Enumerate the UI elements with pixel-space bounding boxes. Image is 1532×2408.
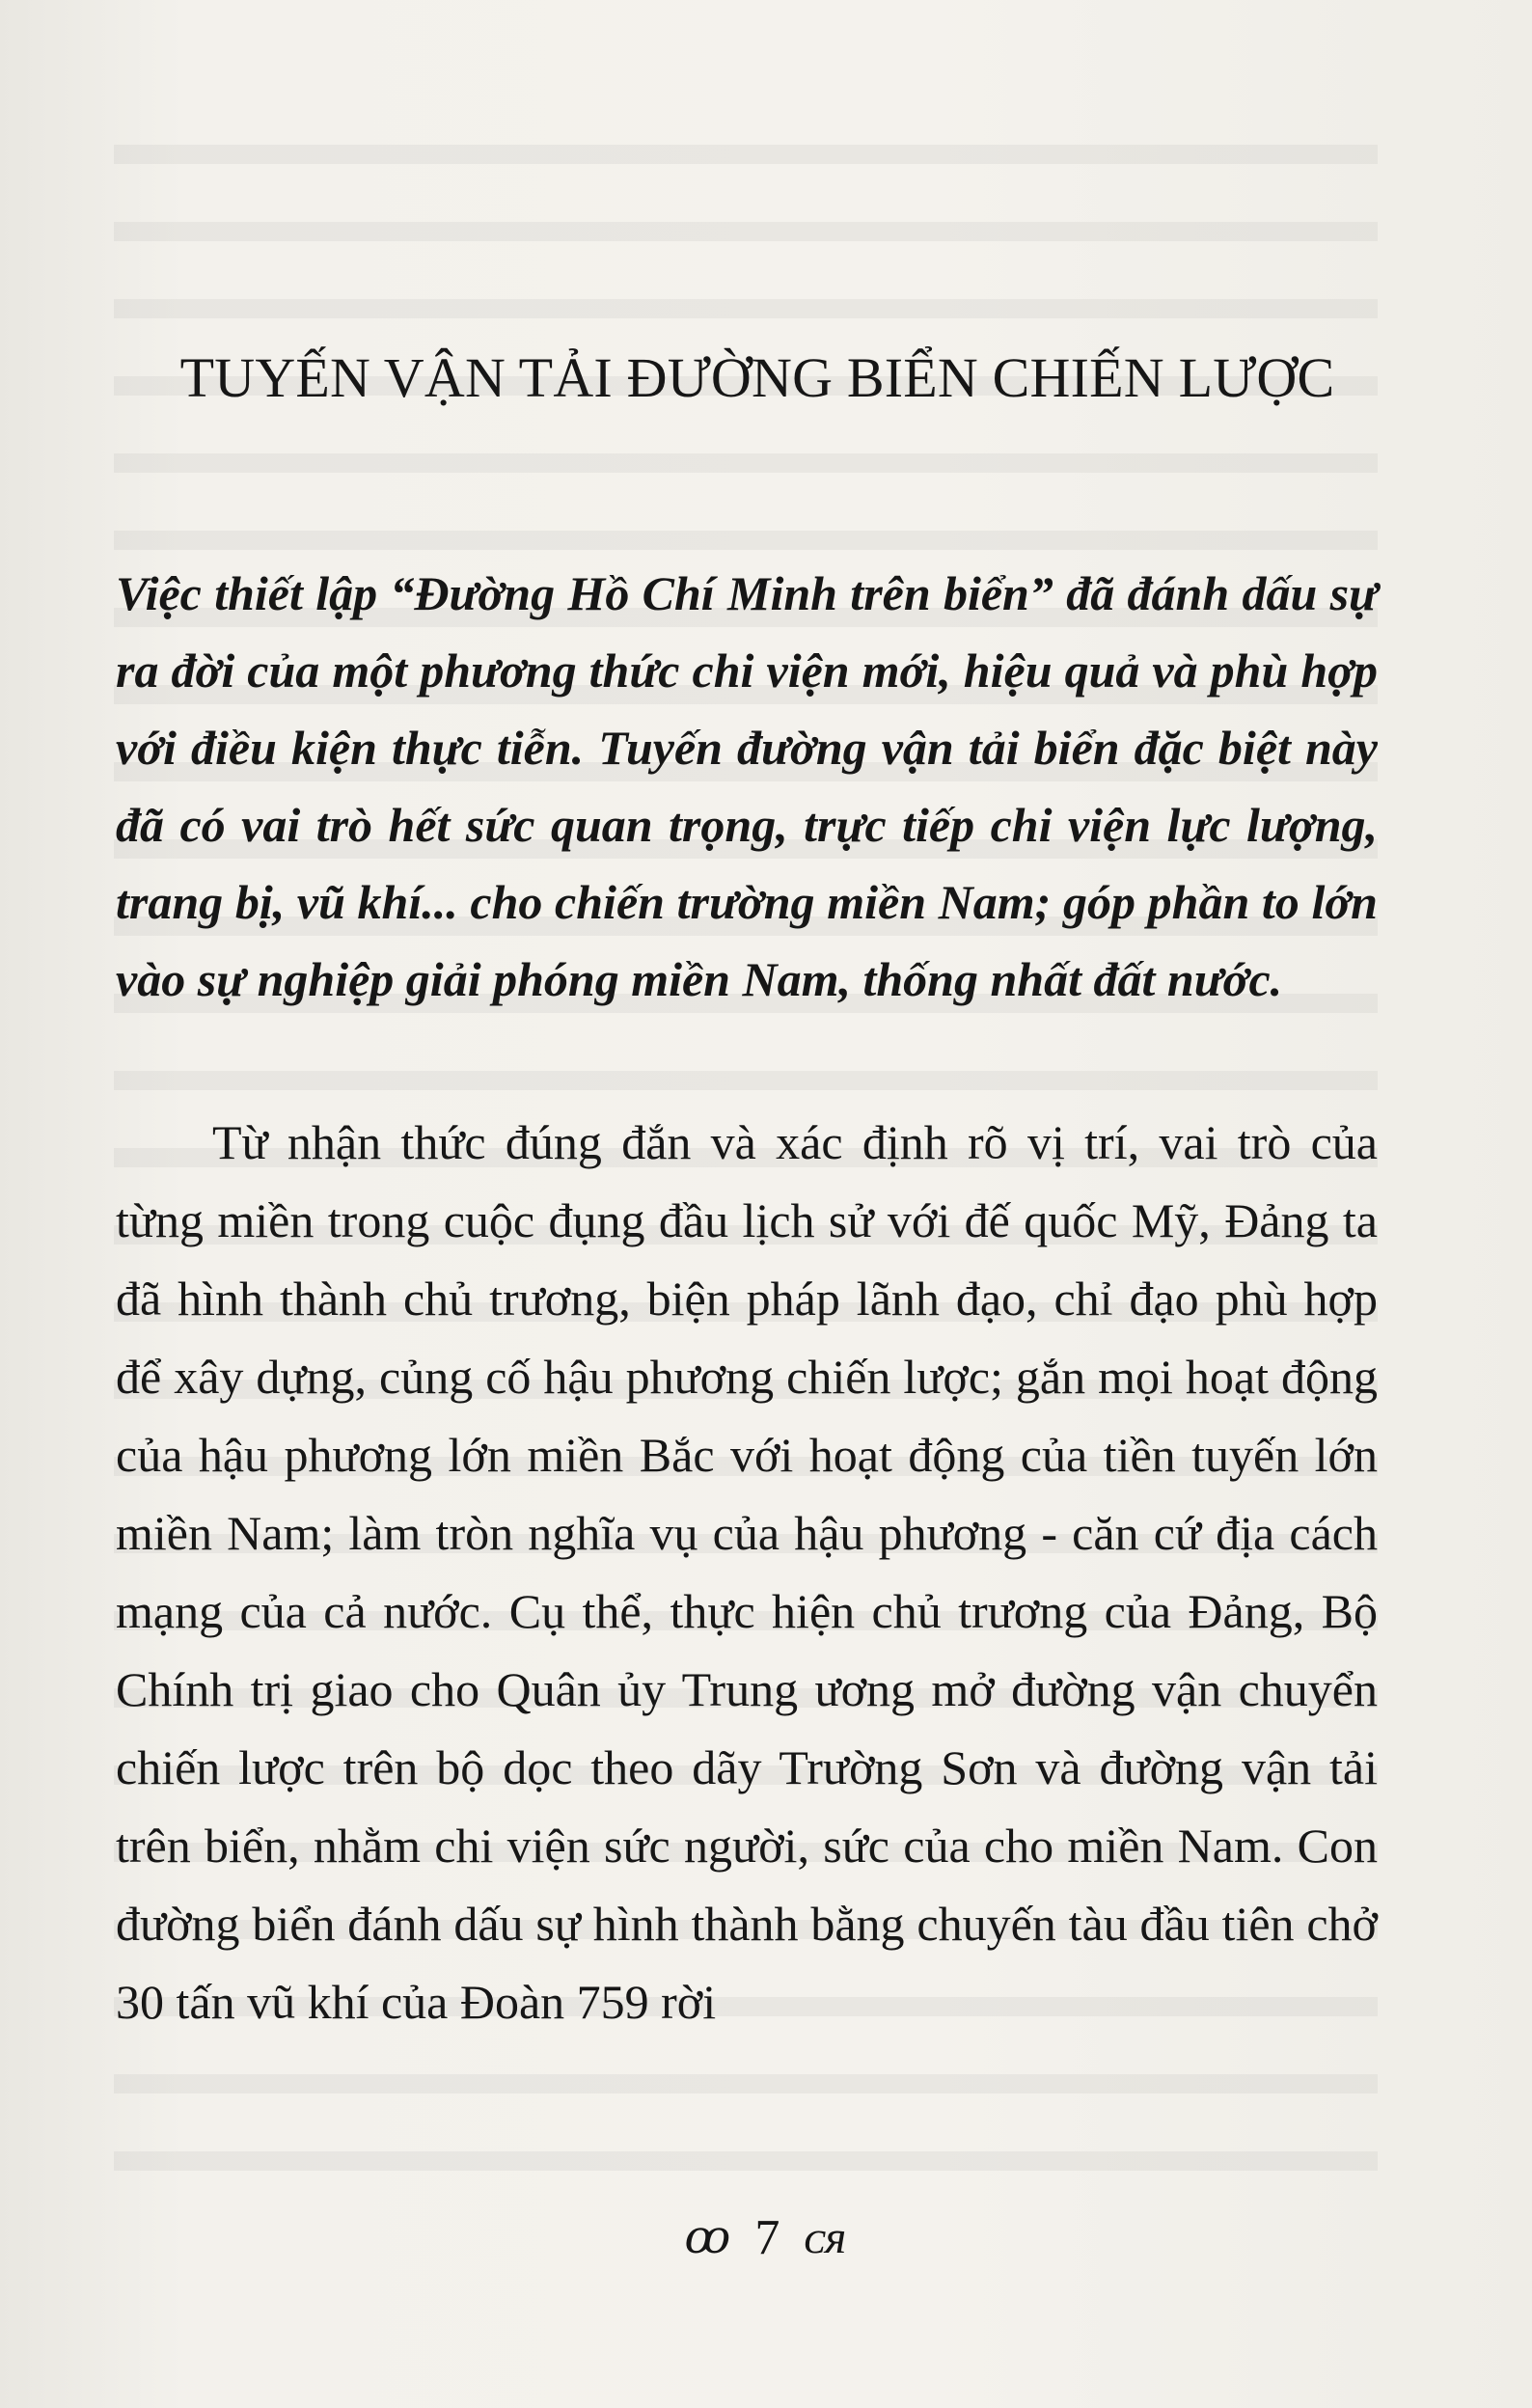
ornament-left-icon: ꝏ xyxy=(684,2212,731,2264)
chapter-heading: TUYẾN VẬN TẢI ĐƯỜNG BIỂN CHIẾN LƯỢC xyxy=(179,346,1335,409)
page-number: 7 xyxy=(754,2210,780,2266)
body-paragraph: Từ nhận thức đúng đắn và xác định rõ vị trí, vai trò của từng miền trong cuộc đụng đầu lịch sử với đế quốc Mỹ, Đảng ta đã hình thành chủ trương, biện pháp lãnh đạo, chỉ đạo phù hợp để xây dựng, củng cố hậu phương chiến lược; gắn mọi hoạt động của hậu phương lớn miền Bắc với hoạt động của tiền tuyến lớn miền Nam; làm tròn nghĩa vụ của hậu phương - căn cứ địa cách mạng của cả nước. Cụ thể, thực hiện chủ trương của Đảng, Bộ Chính trị giao cho Quân ủy Trung ương mở đường vận chuyển chiến lược trên bộ dọc theo dãy Trường Sơn và đường vận tải trên biển, nhằm chi viện sức người, sức của cho miền Nam. Con đường biển đánh dấu sự hình thành bằng chuyến tàu đầu tiên chở 30 tấn vũ khí của Đoàn 759 rời xyxy=(116,1115,1378,2029)
ornament-right-icon: ᴄᴙ xyxy=(804,2212,848,2264)
page-footer xyxy=(0,2203,1532,2269)
intro-paragraph: Việc thiết lập “Đường Hồ Chí Minh trên biển” đã đánh dấu sự ra đời của một phương thức chi viện mới, hiệu quả và phù hợp với điều kiện thực tiễn. Tuyến đường vận tải biển đặc biệt này đã có vai trò hết sức quan trọng, trực tiếp chi viện lực lượng, trang bị, vũ khí... cho chiến trường miền Nam; góp phần to lớn vào sự nghiệp giải phóng miền Nam, thống nhất đất nước. xyxy=(116,566,1378,1006)
